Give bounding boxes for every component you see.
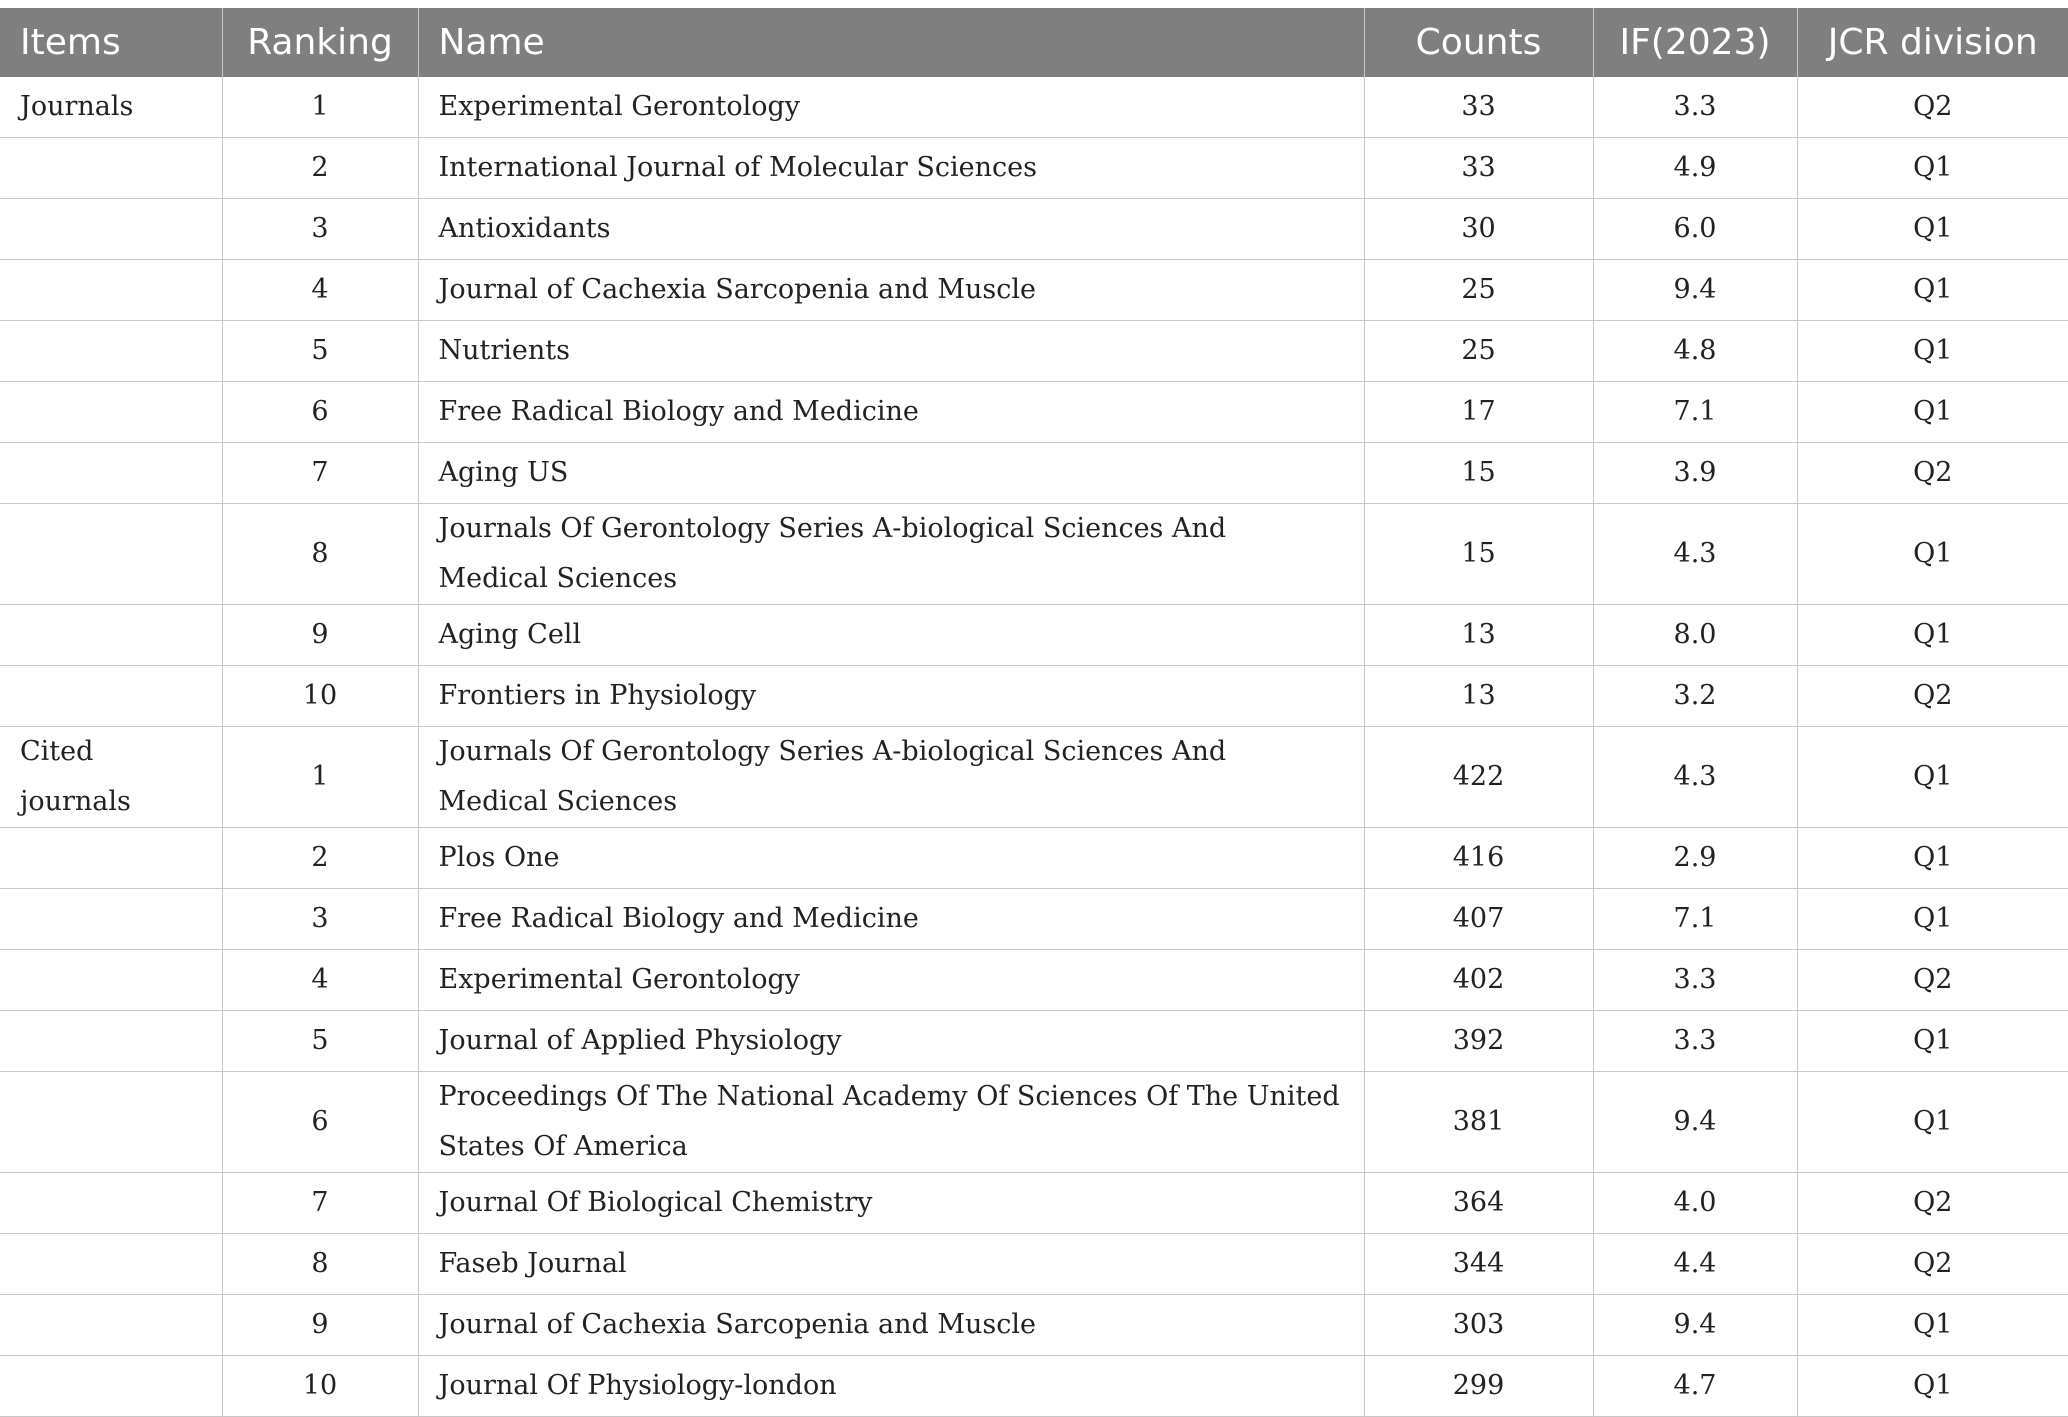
cell-impact-factor: 3.9: [1593, 443, 1797, 504]
table-row: [0, 382, 2068, 443]
table-row: [0, 828, 2068, 889]
cell-ranking: 8: [222, 504, 418, 605]
cell-counts: 33: [1364, 138, 1593, 199]
cell-journal-name: Proceedings Of The National Academy Of Sciences Of The United States Of America: [418, 1072, 1364, 1173]
table-row: [0, 260, 2068, 321]
cell-counts: 303: [1364, 1295, 1593, 1356]
cell-items: [0, 1234, 222, 1295]
cell-counts: 402: [1364, 950, 1593, 1011]
table-row: [0, 1011, 2068, 1072]
cell-impact-factor: 6.0: [1593, 199, 1797, 260]
table-row: [0, 950, 2068, 1011]
table-row: [0, 199, 2068, 260]
table-row: [0, 605, 2068, 666]
cell-jcr-division: Q2: [1797, 77, 2068, 138]
cell-journal-name: Journals Of Gerontology Series A-biological Sciences And Medical Sciences: [418, 727, 1364, 828]
table-header: [0, 8, 2068, 77]
cell-jcr-division: Q1: [1797, 382, 2068, 443]
cell-counts: 33: [1364, 77, 1593, 138]
cell-jcr-division: Q1: [1797, 1295, 2068, 1356]
cell-ranking: 4: [222, 260, 418, 321]
cell-items: [0, 828, 222, 889]
cell-items: [0, 504, 222, 605]
cell-journal-name: Journal of Cachexia Sarcopenia and Muscle: [418, 260, 1364, 321]
cell-journal-name: Aging Cell: [418, 605, 1364, 666]
cell-impact-factor: 3.3: [1593, 950, 1797, 1011]
cell-ranking: 7: [222, 443, 418, 504]
header-name: Name: [418, 8, 1364, 77]
cell-ranking: 5: [222, 1011, 418, 1072]
cell-journal-name: Journals Of Gerontology Series A-biological Sciences And Medical Sciences: [418, 504, 1364, 605]
header-if-2023: IF(2023): [1593, 8, 1797, 77]
cell-ranking: 6: [222, 1072, 418, 1173]
cell-items: [0, 950, 222, 1011]
table-row: [0, 1295, 2068, 1356]
cell-ranking: 1: [222, 77, 418, 138]
cell-impact-factor: 4.0: [1593, 1173, 1797, 1234]
cell-ranking: 10: [222, 666, 418, 727]
cell-jcr-division: Q2: [1797, 950, 2068, 1011]
cell-ranking: 9: [222, 1295, 418, 1356]
cell-ranking: 3: [222, 199, 418, 260]
cell-jcr-division: Q1: [1797, 1011, 2068, 1072]
cell-impact-factor: 4.4: [1593, 1234, 1797, 1295]
cell-counts: 381: [1364, 1072, 1593, 1173]
cell-journal-name: Journal of Cachexia Sarcopenia and Muscle: [418, 1295, 1364, 1356]
cell-journal-name: Nutrients: [418, 321, 1364, 382]
cell-impact-factor: 8.0: [1593, 605, 1797, 666]
table-row: [0, 504, 2068, 605]
cell-ranking: 4: [222, 950, 418, 1011]
cell-counts: 392: [1364, 1011, 1593, 1072]
cell-impact-factor: 4.3: [1593, 727, 1797, 828]
cell-impact-factor: 7.1: [1593, 382, 1797, 443]
cell-counts: 25: [1364, 260, 1593, 321]
cell-jcr-division: Q2: [1797, 666, 2068, 727]
cell-ranking: 6: [222, 382, 418, 443]
cell-ranking: 3: [222, 889, 418, 950]
cell-impact-factor: 3.3: [1593, 77, 1797, 138]
table-row: [0, 443, 2068, 504]
cell-journal-name: Faseb Journal: [418, 1234, 1364, 1295]
journals-table: [0, 8, 2068, 1417]
cell-impact-factor: 3.3: [1593, 1011, 1797, 1072]
cell-ranking: 2: [222, 828, 418, 889]
cell-jcr-division: Q1: [1797, 889, 2068, 950]
cell-counts: 25: [1364, 321, 1593, 382]
cell-items: [0, 260, 222, 321]
cell-items: [0, 138, 222, 199]
cell-ranking: 2: [222, 138, 418, 199]
cell-jcr-division: Q1: [1797, 605, 2068, 666]
cell-jcr-division: Q1: [1797, 199, 2068, 260]
header-ranking: Ranking: [222, 8, 418, 77]
cell-counts: 416: [1364, 828, 1593, 889]
cell-items: [0, 605, 222, 666]
cell-jcr-division: Q2: [1797, 443, 2068, 504]
table-row: [0, 889, 2068, 950]
cell-counts: 13: [1364, 605, 1593, 666]
cell-counts: 15: [1364, 443, 1593, 504]
cell-impact-factor: 3.2: [1593, 666, 1797, 727]
cell-impact-factor: 7.1: [1593, 889, 1797, 950]
cell-items: [0, 321, 222, 382]
cell-ranking: 5: [222, 321, 418, 382]
cell-jcr-division: Q1: [1797, 504, 2068, 605]
cell-jcr-division: Q1: [1797, 138, 2068, 199]
cell-counts: 30: [1364, 199, 1593, 260]
cell-journal-name: Antioxidants: [418, 199, 1364, 260]
cell-counts: 407: [1364, 889, 1593, 950]
table-row: [0, 77, 2068, 138]
cell-impact-factor: 9.4: [1593, 260, 1797, 321]
cell-impact-factor: 4.9: [1593, 138, 1797, 199]
cell-jcr-division: Q1: [1797, 828, 2068, 889]
table-row: [0, 321, 2068, 382]
cell-journal-name: Journal Of Physiology-london: [418, 1356, 1364, 1417]
cell-jcr-division: Q1: [1797, 1356, 2068, 1417]
cell-journal-name: Frontiers in Physiology: [418, 666, 1364, 727]
table-row: [0, 666, 2068, 727]
cell-impact-factor: 2.9: [1593, 828, 1797, 889]
cell-ranking: 10: [222, 1356, 418, 1417]
cell-ranking: 7: [222, 1173, 418, 1234]
cell-counts: 364: [1364, 1173, 1593, 1234]
cell-counts: 13: [1364, 666, 1593, 727]
table-row: [0, 1356, 2068, 1417]
cell-journal-name: Free Radical Biology and Medicine: [418, 382, 1364, 443]
cell-items: [0, 382, 222, 443]
cell-counts: 422: [1364, 727, 1593, 828]
cell-jcr-division: Q2: [1797, 1234, 2068, 1295]
cell-items: Journals: [0, 77, 222, 138]
cell-impact-factor: 4.3: [1593, 504, 1797, 605]
cell-jcr-division: Q1: [1797, 321, 2068, 382]
cell-items: [0, 443, 222, 504]
cell-ranking: 8: [222, 1234, 418, 1295]
cell-jcr-division: Q1: [1797, 727, 2068, 828]
cell-counts: 299: [1364, 1356, 1593, 1417]
table-row: [0, 1173, 2068, 1234]
cell-impact-factor: 9.4: [1593, 1295, 1797, 1356]
table-row: [0, 138, 2068, 199]
cell-impact-factor: 4.7: [1593, 1356, 1797, 1417]
cell-ranking: 1: [222, 727, 418, 828]
cell-impact-factor: 9.4: [1593, 1072, 1797, 1173]
cell-counts: 17: [1364, 382, 1593, 443]
header-counts: Counts: [1364, 8, 1593, 77]
cell-counts: 15: [1364, 504, 1593, 605]
cell-jcr-division: Q1: [1797, 260, 2068, 321]
table-row: [0, 727, 2068, 828]
cell-items: [0, 889, 222, 950]
table-row: [0, 1072, 2068, 1173]
table-body: [0, 77, 2068, 1417]
cell-journal-name: Journal Of Biological Chemistry: [418, 1173, 1364, 1234]
table-row: [0, 1234, 2068, 1295]
cell-journal-name: Plos One: [418, 828, 1364, 889]
cell-journal-name: Aging US: [418, 443, 1364, 504]
header-row: [0, 8, 2068, 77]
cell-jcr-division: Q1: [1797, 1072, 2068, 1173]
cell-journal-name: Free Radical Biology and Medicine: [418, 889, 1364, 950]
cell-items: [0, 1356, 222, 1417]
cell-items: [0, 199, 222, 260]
header-items: Items: [0, 8, 222, 77]
cell-journal-name: Experimental Gerontology: [418, 950, 1364, 1011]
cell-items: Cited journals: [0, 727, 222, 828]
journals-table-container: [0, 8, 2068, 1417]
cell-items: [0, 666, 222, 727]
cell-journal-name: International Journal of Molecular Sciences: [418, 138, 1364, 199]
cell-items: [0, 1011, 222, 1072]
cell-jcr-division: Q2: [1797, 1173, 2068, 1234]
cell-journal-name: Journal of Applied Physiology: [418, 1011, 1364, 1072]
cell-impact-factor: 4.8: [1593, 321, 1797, 382]
cell-items: [0, 1295, 222, 1356]
cell-journal-name: Experimental Gerontology: [418, 77, 1364, 138]
header-jcr-division: JCR division: [1797, 8, 2068, 77]
cell-items: [0, 1173, 222, 1234]
cell-counts: 344: [1364, 1234, 1593, 1295]
cell-items: [0, 1072, 222, 1173]
cell-ranking: 9: [222, 605, 418, 666]
